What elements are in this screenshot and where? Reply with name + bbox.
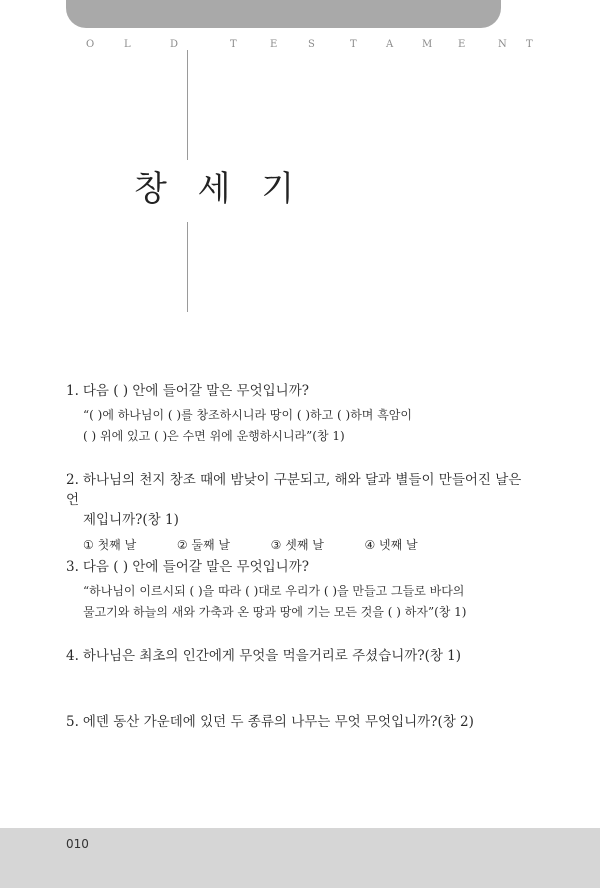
section-letter: T <box>350 39 357 50</box>
question-prompt-continued: 제입니까?(창 1) <box>83 512 179 528</box>
question-passage <box>66 581 536 623</box>
answer-option[interactable]: ③ 셋째 날 <box>270 538 324 552</box>
question-2 <box>66 470 536 553</box>
question-text <box>66 470 536 530</box>
question-number: 1. <box>66 383 79 399</box>
vertical-divider <box>187 222 188 312</box>
section-letter: E <box>270 39 278 50</box>
section-letter: E <box>458 39 466 50</box>
question-5 <box>66 712 536 732</box>
section-label <box>70 38 533 52</box>
question-text <box>66 646 536 666</box>
section-letter: M <box>422 39 433 50</box>
question-passage <box>66 405 536 447</box>
answer-option[interactable]: ④ 넷째 날 <box>364 538 418 552</box>
answer-options <box>66 536 536 553</box>
question-number: 5. <box>66 714 79 730</box>
answer-option[interactable]: ② 둘째 날 <box>176 538 230 552</box>
section-letter: O <box>86 39 95 50</box>
section-letter: S <box>308 39 315 50</box>
answer-option[interactable]: ① 첫째 날 <box>83 538 137 552</box>
question-1 <box>66 381 536 447</box>
section-letter: D <box>170 39 179 50</box>
question-number: 4. <box>66 648 79 664</box>
section-letter: T <box>230 39 237 50</box>
question-prompt: 에덴 동산 가운데에 있던 두 종류의 나무는 무엇 무엇입니까?(창 2) <box>82 714 474 730</box>
question-prompt: 다음 ( ) 안에 들어갈 말은 무엇입니까? <box>82 559 309 575</box>
footer-band <box>0 828 600 888</box>
passage-line: “( )에 하나님이 ( )를 창조하시니라 땅이 ( )하고 ( )하며 흑암이 <box>83 408 412 422</box>
question-prompt: 다음 ( ) 안에 들어갈 말은 무엇입니까? <box>82 383 309 399</box>
passage-line: ( ) 위에 있고 ( )은 수면 위에 운행하시니라”(창 1) <box>83 429 345 443</box>
question-text <box>66 381 536 401</box>
question-number: 3. <box>66 559 79 575</box>
question-text <box>66 712 536 732</box>
question-text <box>66 557 536 577</box>
question-3 <box>66 557 536 623</box>
question-number: 2. <box>66 472 79 488</box>
passage-line: “하나님이 이르시되 ( )을 따라 ( )대로 우리가 ( )을 만들고 그들로 바다의 <box>83 584 465 598</box>
question-prompt: 하나님은 최초의 인간에게 무엇을 먹을거리로 주셨습니까?(창 1) <box>82 648 462 664</box>
page-title: 창 세 기 <box>134 169 305 209</box>
page-number: 010 <box>66 837 89 851</box>
passage-line: 물고기와 하늘의 새와 가축과 온 땅과 땅에 기는 모든 것을 ( ) 하자”(창 1) <box>83 605 467 619</box>
vertical-divider <box>187 50 188 160</box>
section-letter: L <box>124 39 131 50</box>
question-prompt: 하나님의 천지 창조 때에 밤낮이 구분되고, 해와 달과 별들이 만들어진 날은 언 <box>66 472 522 508</box>
section-letter: A <box>386 39 394 50</box>
header-tab <box>66 0 501 28</box>
question-4 <box>66 646 536 666</box>
section-letter: N <box>498 39 507 50</box>
section-letter: T <box>526 39 533 50</box>
